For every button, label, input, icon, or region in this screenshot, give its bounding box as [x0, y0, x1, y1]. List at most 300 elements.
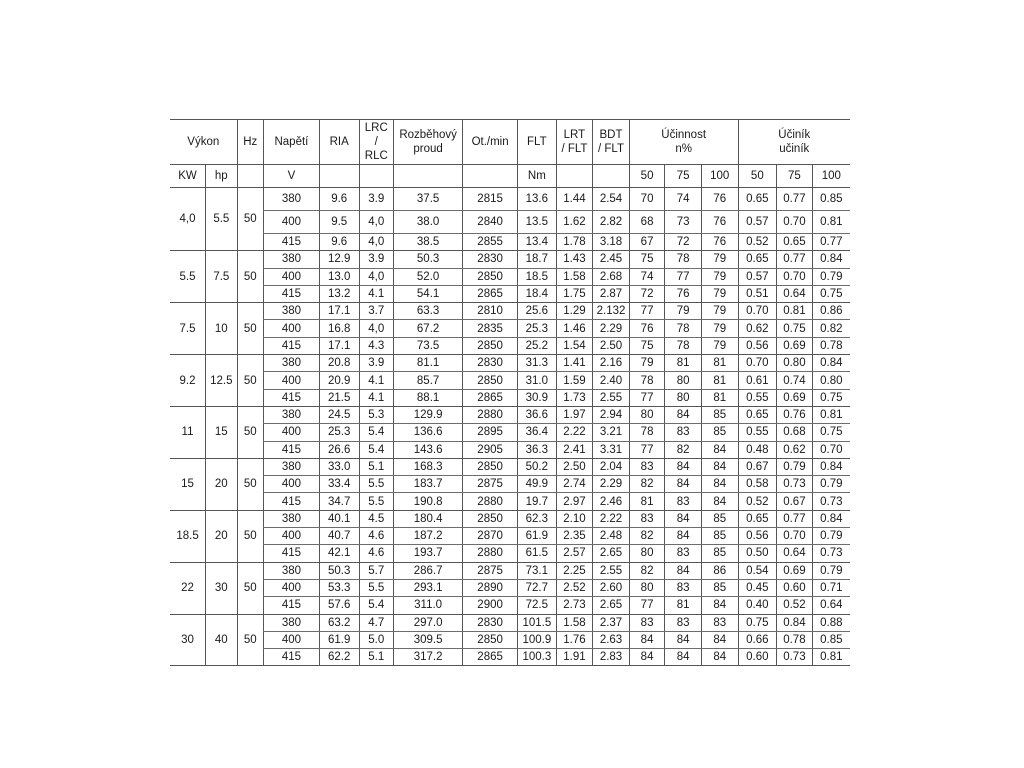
ef100-cell: 85 [701, 579, 738, 596]
otmin-cell: 2835 [463, 320, 518, 337]
flt-cell: 36.3 [518, 441, 557, 458]
kw-cell: 30 [170, 614, 206, 666]
ef100-cell: 81 [701, 389, 738, 406]
header-ucinik-text: Účiník učiník [778, 129, 811, 155]
lrt-cell: 1.54 [556, 337, 593, 354]
flt-cell: 36.6 [518, 406, 557, 423]
ef100-cell: 81 [701, 355, 738, 372]
ef100-cell: 76 [701, 188, 738, 211]
pf75-cell: 0.77 [777, 188, 813, 211]
flt-cell: 61.9 [518, 528, 557, 545]
header-rozbehovy-text: Rozběhový proud [399, 129, 457, 155]
pf50-cell: 0.56 [738, 528, 777, 545]
pf100-cell: 0.78 [812, 337, 850, 354]
ria-cell: 9.6 [319, 188, 359, 211]
ria-cell: 12.9 [319, 251, 359, 268]
ef100-cell: 84 [701, 631, 738, 648]
pf100-cell: 0.77 [812, 234, 850, 251]
table-row [170, 303, 850, 320]
lrc-cell: 4.5 [359, 510, 394, 527]
lrc-cell: 5.5 [359, 476, 394, 493]
pf75-cell: 0.69 [777, 389, 813, 406]
bdt-cell: 2.22 [593, 510, 630, 527]
napeti-cell: 415 [263, 597, 319, 614]
kw-cell: 15 [170, 458, 206, 510]
ef75-cell: 78 [665, 320, 702, 337]
napeti-cell: 415 [263, 649, 319, 666]
pf100-cell: 0.79 [812, 476, 850, 493]
ef75-cell: 83 [665, 579, 702, 596]
ria-cell: 26.6 [319, 441, 359, 458]
ef50-cell: 78 [629, 372, 665, 389]
kw-cell: 5.5 [170, 251, 206, 303]
ef100-cell: 84 [701, 458, 738, 475]
flt-cell: 18.5 [518, 268, 557, 285]
hp-cell: 5.5 [206, 188, 238, 251]
flt-cell: 61.5 [518, 545, 557, 562]
bdt-cell: 2.55 [593, 562, 630, 579]
otmin-cell: 2815 [463, 188, 518, 211]
napeti-cell: 380 [263, 458, 319, 475]
ef50-cell: 75 [629, 337, 665, 354]
ria-cell: 57.6 [319, 597, 359, 614]
pf50-cell: 0.48 [738, 441, 777, 458]
pf75-cell: 0.67 [777, 493, 813, 510]
flt-cell: 100.9 [518, 631, 557, 648]
flt-cell: 73.1 [518, 562, 557, 579]
bdt-cell: 2.29 [593, 320, 630, 337]
napeti-cell: 415 [263, 337, 319, 354]
ria-cell: 9.6 [319, 234, 359, 251]
pf100-cell: 0.81 [812, 406, 850, 423]
pf75-cell: 0.68 [777, 424, 813, 441]
lrc-cell: 5.1 [359, 458, 394, 475]
ef100-cell: 79 [701, 320, 738, 337]
flt-cell: 31.3 [518, 355, 557, 372]
lrc-cell: 4,0 [359, 234, 394, 251]
bdt-cell: 2.04 [593, 458, 630, 475]
otmin-cell: 2900 [463, 597, 518, 614]
ef50-cell: 70 [629, 188, 665, 211]
bdt-cell: 2.63 [593, 631, 630, 648]
ef75-cell: 78 [665, 251, 702, 268]
napeti-cell: 400 [263, 424, 319, 441]
ef50-cell: 80 [629, 579, 665, 596]
unit-lrc-empty [359, 165, 394, 188]
pf100-cell: 0.64 [812, 597, 850, 614]
ef100-cell: 85 [701, 510, 738, 527]
unit-pf-100: 100 [812, 165, 850, 188]
ef100-cell: 83 [701, 614, 738, 631]
lrt-cell: 1.73 [556, 389, 593, 406]
ef50-cell: 72 [629, 285, 665, 302]
ef50-cell: 80 [629, 406, 665, 423]
flt-cell: 31.0 [518, 372, 557, 389]
lrt-cell: 2.35 [556, 528, 593, 545]
table-row [170, 406, 850, 423]
header-row [170, 120, 850, 165]
pf100-cell: 0.84 [812, 251, 850, 268]
otmin-cell: 2810 [463, 303, 518, 320]
rozbeh-cell: 168.3 [394, 458, 463, 475]
pf100-cell: 0.70 [812, 441, 850, 458]
otmin-cell: 2850 [463, 372, 518, 389]
hz-cell: 50 [237, 614, 263, 666]
table-row [170, 579, 850, 596]
rozbeh-cell: 180.4 [394, 510, 463, 527]
ria-cell: 13.2 [319, 285, 359, 302]
lrt-cell: 1.58 [556, 268, 593, 285]
pf100-cell: 0.73 [812, 545, 850, 562]
otmin-cell: 2850 [463, 337, 518, 354]
ria-cell: 21.5 [319, 389, 359, 406]
flt-cell: 13.4 [518, 234, 557, 251]
flt-cell: 19.7 [518, 493, 557, 510]
pf100-cell: 0.75 [812, 424, 850, 441]
lrt-cell: 1.43 [556, 251, 593, 268]
flt-cell: 18.4 [518, 285, 557, 302]
ria-cell: 17.1 [319, 303, 359, 320]
ef100-cell: 79 [701, 337, 738, 354]
otmin-cell: 2865 [463, 285, 518, 302]
otmin-cell: 2830 [463, 614, 518, 631]
pf75-cell: 0.64 [777, 285, 813, 302]
pf75-cell: 0.60 [777, 579, 813, 596]
otmin-cell: 2840 [463, 211, 518, 234]
hz-cell: 50 [237, 510, 263, 562]
unit-hp: hp [206, 165, 238, 188]
lrc-cell: 3.9 [359, 251, 394, 268]
table-row [170, 268, 850, 285]
pf50-cell: 0.61 [738, 372, 777, 389]
rozbeh-cell: 187.2 [394, 528, 463, 545]
ria-cell: 53.3 [319, 579, 359, 596]
table-row [170, 528, 850, 545]
flt-cell: 13.5 [518, 211, 557, 234]
ef75-cell: 78 [665, 337, 702, 354]
ef100-cell: 85 [701, 406, 738, 423]
ria-cell: 9.5 [319, 211, 359, 234]
rozbeh-cell: 85.7 [394, 372, 463, 389]
napeti-cell: 415 [263, 285, 319, 302]
otmin-cell: 2850 [463, 631, 518, 648]
pf100-cell: 0.79 [812, 528, 850, 545]
ef75-cell: 83 [665, 614, 702, 631]
rozbeh-cell: 293.1 [394, 579, 463, 596]
ef100-cell: 79 [701, 268, 738, 285]
flt-cell: 62.3 [518, 510, 557, 527]
rozbeh-cell: 81.1 [394, 355, 463, 372]
pf100-cell: 0.84 [812, 458, 850, 475]
header-rozbehovy [394, 120, 463, 165]
lrc-cell: 5.1 [359, 649, 394, 666]
lrc-cell: 5.5 [359, 493, 394, 510]
ef75-cell: 79 [665, 303, 702, 320]
header-lrc-text: LRC / RLC [364, 122, 388, 162]
pf50-cell: 0.57 [738, 268, 777, 285]
lrc-cell: 4.7 [359, 614, 394, 631]
pf50-cell: 0.70 [738, 303, 777, 320]
bdt-cell: 2.40 [593, 372, 630, 389]
rozbeh-cell: 193.7 [394, 545, 463, 562]
ef100-cell: 85 [701, 545, 738, 562]
ef50-cell: 83 [629, 458, 665, 475]
flt-cell: 49.9 [518, 476, 557, 493]
kw-cell: 7.5 [170, 303, 206, 355]
lrc-cell: 5.4 [359, 441, 394, 458]
ef75-cell: 81 [665, 355, 702, 372]
lrc-cell: 5.7 [359, 562, 394, 579]
ria-cell: 63.2 [319, 614, 359, 631]
motor-spec-table [170, 119, 850, 666]
pf50-cell: 0.66 [738, 631, 777, 648]
header-ucinnost [629, 120, 738, 165]
bdt-cell: 2.48 [593, 528, 630, 545]
kw-cell: 4,0 [170, 188, 206, 251]
flt-cell: 13.6 [518, 188, 557, 211]
otmin-cell: 2830 [463, 251, 518, 268]
table-row [170, 545, 850, 562]
lrt-cell: 2.50 [556, 458, 593, 475]
napeti-cell: 415 [263, 234, 319, 251]
napeti-cell: 415 [263, 493, 319, 510]
pf100-cell: 0.85 [812, 631, 850, 648]
ef50-cell: 81 [629, 493, 665, 510]
unit-rozbeh-empty [394, 165, 463, 188]
rozbeh-cell: 183.7 [394, 476, 463, 493]
napeti-cell: 400 [263, 320, 319, 337]
header-lrc [359, 120, 394, 165]
ef75-cell: 84 [665, 631, 702, 648]
bdt-cell: 2.55 [593, 389, 630, 406]
ef75-cell: 84 [665, 649, 702, 666]
lrc-cell: 4,0 [359, 211, 394, 234]
ef100-cell: 86 [701, 562, 738, 579]
flt-cell: 30.9 [518, 389, 557, 406]
ef75-cell: 73 [665, 211, 702, 234]
ef75-cell: 84 [665, 406, 702, 423]
hp-cell: 40 [206, 614, 238, 666]
header-vykon: Výkon [170, 120, 237, 165]
header-lrt [556, 120, 593, 165]
ef100-cell: 81 [701, 372, 738, 389]
lrt-cell: 1.44 [556, 188, 593, 211]
ef100-cell: 84 [701, 441, 738, 458]
rozbeh-cell: 286.7 [394, 562, 463, 579]
pf75-cell: 0.70 [777, 268, 813, 285]
pf100-cell: 0.79 [812, 268, 850, 285]
napeti-cell: 380 [263, 614, 319, 631]
ria-cell: 33.0 [319, 458, 359, 475]
ef50-cell: 75 [629, 251, 665, 268]
otmin-cell: 2890 [463, 579, 518, 596]
ef75-cell: 84 [665, 528, 702, 545]
unit-kw: KW [170, 165, 206, 188]
ef75-cell: 77 [665, 268, 702, 285]
bdt-cell: 2.16 [593, 355, 630, 372]
lrt-cell: 1.59 [556, 372, 593, 389]
lrc-cell: 4.1 [359, 372, 394, 389]
ef75-cell: 83 [665, 545, 702, 562]
ef50-cell: 68 [629, 211, 665, 234]
lrt-cell: 2.22 [556, 424, 593, 441]
rozbeh-cell: 311.0 [394, 597, 463, 614]
pf100-cell: 0.84 [812, 510, 850, 527]
pf50-cell: 0.52 [738, 493, 777, 510]
pf100-cell: 0.75 [812, 285, 850, 302]
rozbeh-cell: 63.3 [394, 303, 463, 320]
ef75-cell: 76 [665, 285, 702, 302]
table-row [170, 424, 850, 441]
bdt-cell: 2.94 [593, 406, 630, 423]
table-row [170, 597, 850, 614]
table-row [170, 614, 850, 631]
lrt-cell: 1.29 [556, 303, 593, 320]
ef50-cell: 79 [629, 355, 665, 372]
rozbeh-cell: 73.5 [394, 337, 463, 354]
flt-cell: 50.2 [518, 458, 557, 475]
ef100-cell: 84 [701, 649, 738, 666]
rozbeh-cell: 136.6 [394, 424, 463, 441]
bdt-cell: 2.60 [593, 579, 630, 596]
pf50-cell: 0.54 [738, 562, 777, 579]
lrt-cell: 1.75 [556, 285, 593, 302]
ef100-cell: 84 [701, 493, 738, 510]
pf75-cell: 0.74 [777, 372, 813, 389]
rozbeh-cell: 129.9 [394, 406, 463, 423]
unit-ef-50: 50 [629, 165, 665, 188]
pf75-cell: 0.52 [777, 597, 813, 614]
lrt-cell: 2.52 [556, 579, 593, 596]
otmin-cell: 2830 [463, 355, 518, 372]
unit-ef-100: 100 [701, 165, 738, 188]
flt-cell: 101.5 [518, 614, 557, 631]
kw-cell: 18.5 [170, 510, 206, 562]
lrc-cell: 5.4 [359, 424, 394, 441]
napeti-cell: 380 [263, 406, 319, 423]
ef50-cell: 84 [629, 631, 665, 648]
ef100-cell: 76 [701, 234, 738, 251]
ria-cell: 62.2 [319, 649, 359, 666]
pf50-cell: 0.52 [738, 234, 777, 251]
ria-cell: 50.3 [319, 562, 359, 579]
ria-cell: 40.7 [319, 528, 359, 545]
pf75-cell: 0.77 [777, 510, 813, 527]
napeti-cell: 380 [263, 510, 319, 527]
pf50-cell: 0.65 [738, 406, 777, 423]
pf100-cell: 0.86 [812, 303, 850, 320]
table-row [170, 234, 850, 251]
ef50-cell: 83 [629, 614, 665, 631]
ef75-cell: 80 [665, 372, 702, 389]
ef100-cell: 84 [701, 597, 738, 614]
ef75-cell: 84 [665, 458, 702, 475]
hz-cell: 50 [237, 458, 263, 510]
napeti-cell: 380 [263, 355, 319, 372]
otmin-cell: 2875 [463, 476, 518, 493]
pf75-cell: 0.76 [777, 406, 813, 423]
ef100-cell: 84 [701, 476, 738, 493]
rozbeh-cell: 297.0 [394, 614, 463, 631]
bdt-cell: 2.50 [593, 337, 630, 354]
lrt-cell: 1.62 [556, 211, 593, 234]
hz-cell: 50 [237, 406, 263, 458]
pf50-cell: 0.55 [738, 389, 777, 406]
lrt-cell: 2.74 [556, 476, 593, 493]
lrt-cell: 1.78 [556, 234, 593, 251]
hz-cell: 50 [237, 562, 263, 614]
rozbeh-cell: 67.2 [394, 320, 463, 337]
unit-lrt-empty [556, 165, 593, 188]
table-row [170, 649, 850, 666]
pf75-cell: 0.73 [777, 476, 813, 493]
unit-pf-50: 50 [738, 165, 777, 188]
napeti-cell: 380 [263, 188, 319, 211]
pf100-cell: 0.71 [812, 579, 850, 596]
ef75-cell: 72 [665, 234, 702, 251]
ef100-cell: 85 [701, 424, 738, 441]
table-row [170, 476, 850, 493]
napeti-cell: 400 [263, 631, 319, 648]
ria-cell: 24.5 [319, 406, 359, 423]
hz-cell: 50 [237, 251, 263, 303]
units-row [170, 165, 850, 188]
table-row [170, 510, 850, 527]
bdt-cell: 3.31 [593, 441, 630, 458]
bdt-cell: 2.37 [593, 614, 630, 631]
pf50-cell: 0.45 [738, 579, 777, 596]
unit-ef-75: 75 [665, 165, 702, 188]
ef75-cell: 74 [665, 188, 702, 211]
napeti-cell: 400 [263, 211, 319, 234]
hp-cell: 10 [206, 303, 238, 355]
napeti-cell: 415 [263, 389, 319, 406]
ria-cell: 17.1 [319, 337, 359, 354]
rozbeh-cell: 38.0 [394, 211, 463, 234]
pf75-cell: 0.70 [777, 528, 813, 545]
unit-hz-empty [237, 165, 263, 188]
header-bdt-text: BDT / FLT [598, 129, 624, 155]
lrc-cell: 3.9 [359, 188, 394, 211]
rozbeh-cell: 143.6 [394, 441, 463, 458]
napeti-cell: 415 [263, 441, 319, 458]
pf100-cell: 0.73 [812, 493, 850, 510]
flt-cell: 100.3 [518, 649, 557, 666]
lrc-cell: 4.6 [359, 528, 394, 545]
flt-cell: 25.6 [518, 303, 557, 320]
table-row [170, 631, 850, 648]
ef50-cell: 78 [629, 424, 665, 441]
pf75-cell: 0.69 [777, 337, 813, 354]
hz-cell: 50 [237, 188, 263, 251]
otmin-cell: 2850 [463, 458, 518, 475]
hp-cell: 20 [206, 510, 238, 562]
rozbeh-cell: 88.1 [394, 389, 463, 406]
napeti-cell: 380 [263, 251, 319, 268]
bdt-cell: 2.29 [593, 476, 630, 493]
table-row [170, 562, 850, 579]
lrc-cell: 3.7 [359, 303, 394, 320]
pf50-cell: 0.75 [738, 614, 777, 631]
unit-v: V [263, 165, 319, 188]
pf75-cell: 0.69 [777, 562, 813, 579]
ria-cell: 16.8 [319, 320, 359, 337]
pf50-cell: 0.60 [738, 649, 777, 666]
pf50-cell: 0.51 [738, 285, 777, 302]
ef50-cell: 82 [629, 476, 665, 493]
lrt-cell: 2.73 [556, 597, 593, 614]
ria-cell: 61.9 [319, 631, 359, 648]
